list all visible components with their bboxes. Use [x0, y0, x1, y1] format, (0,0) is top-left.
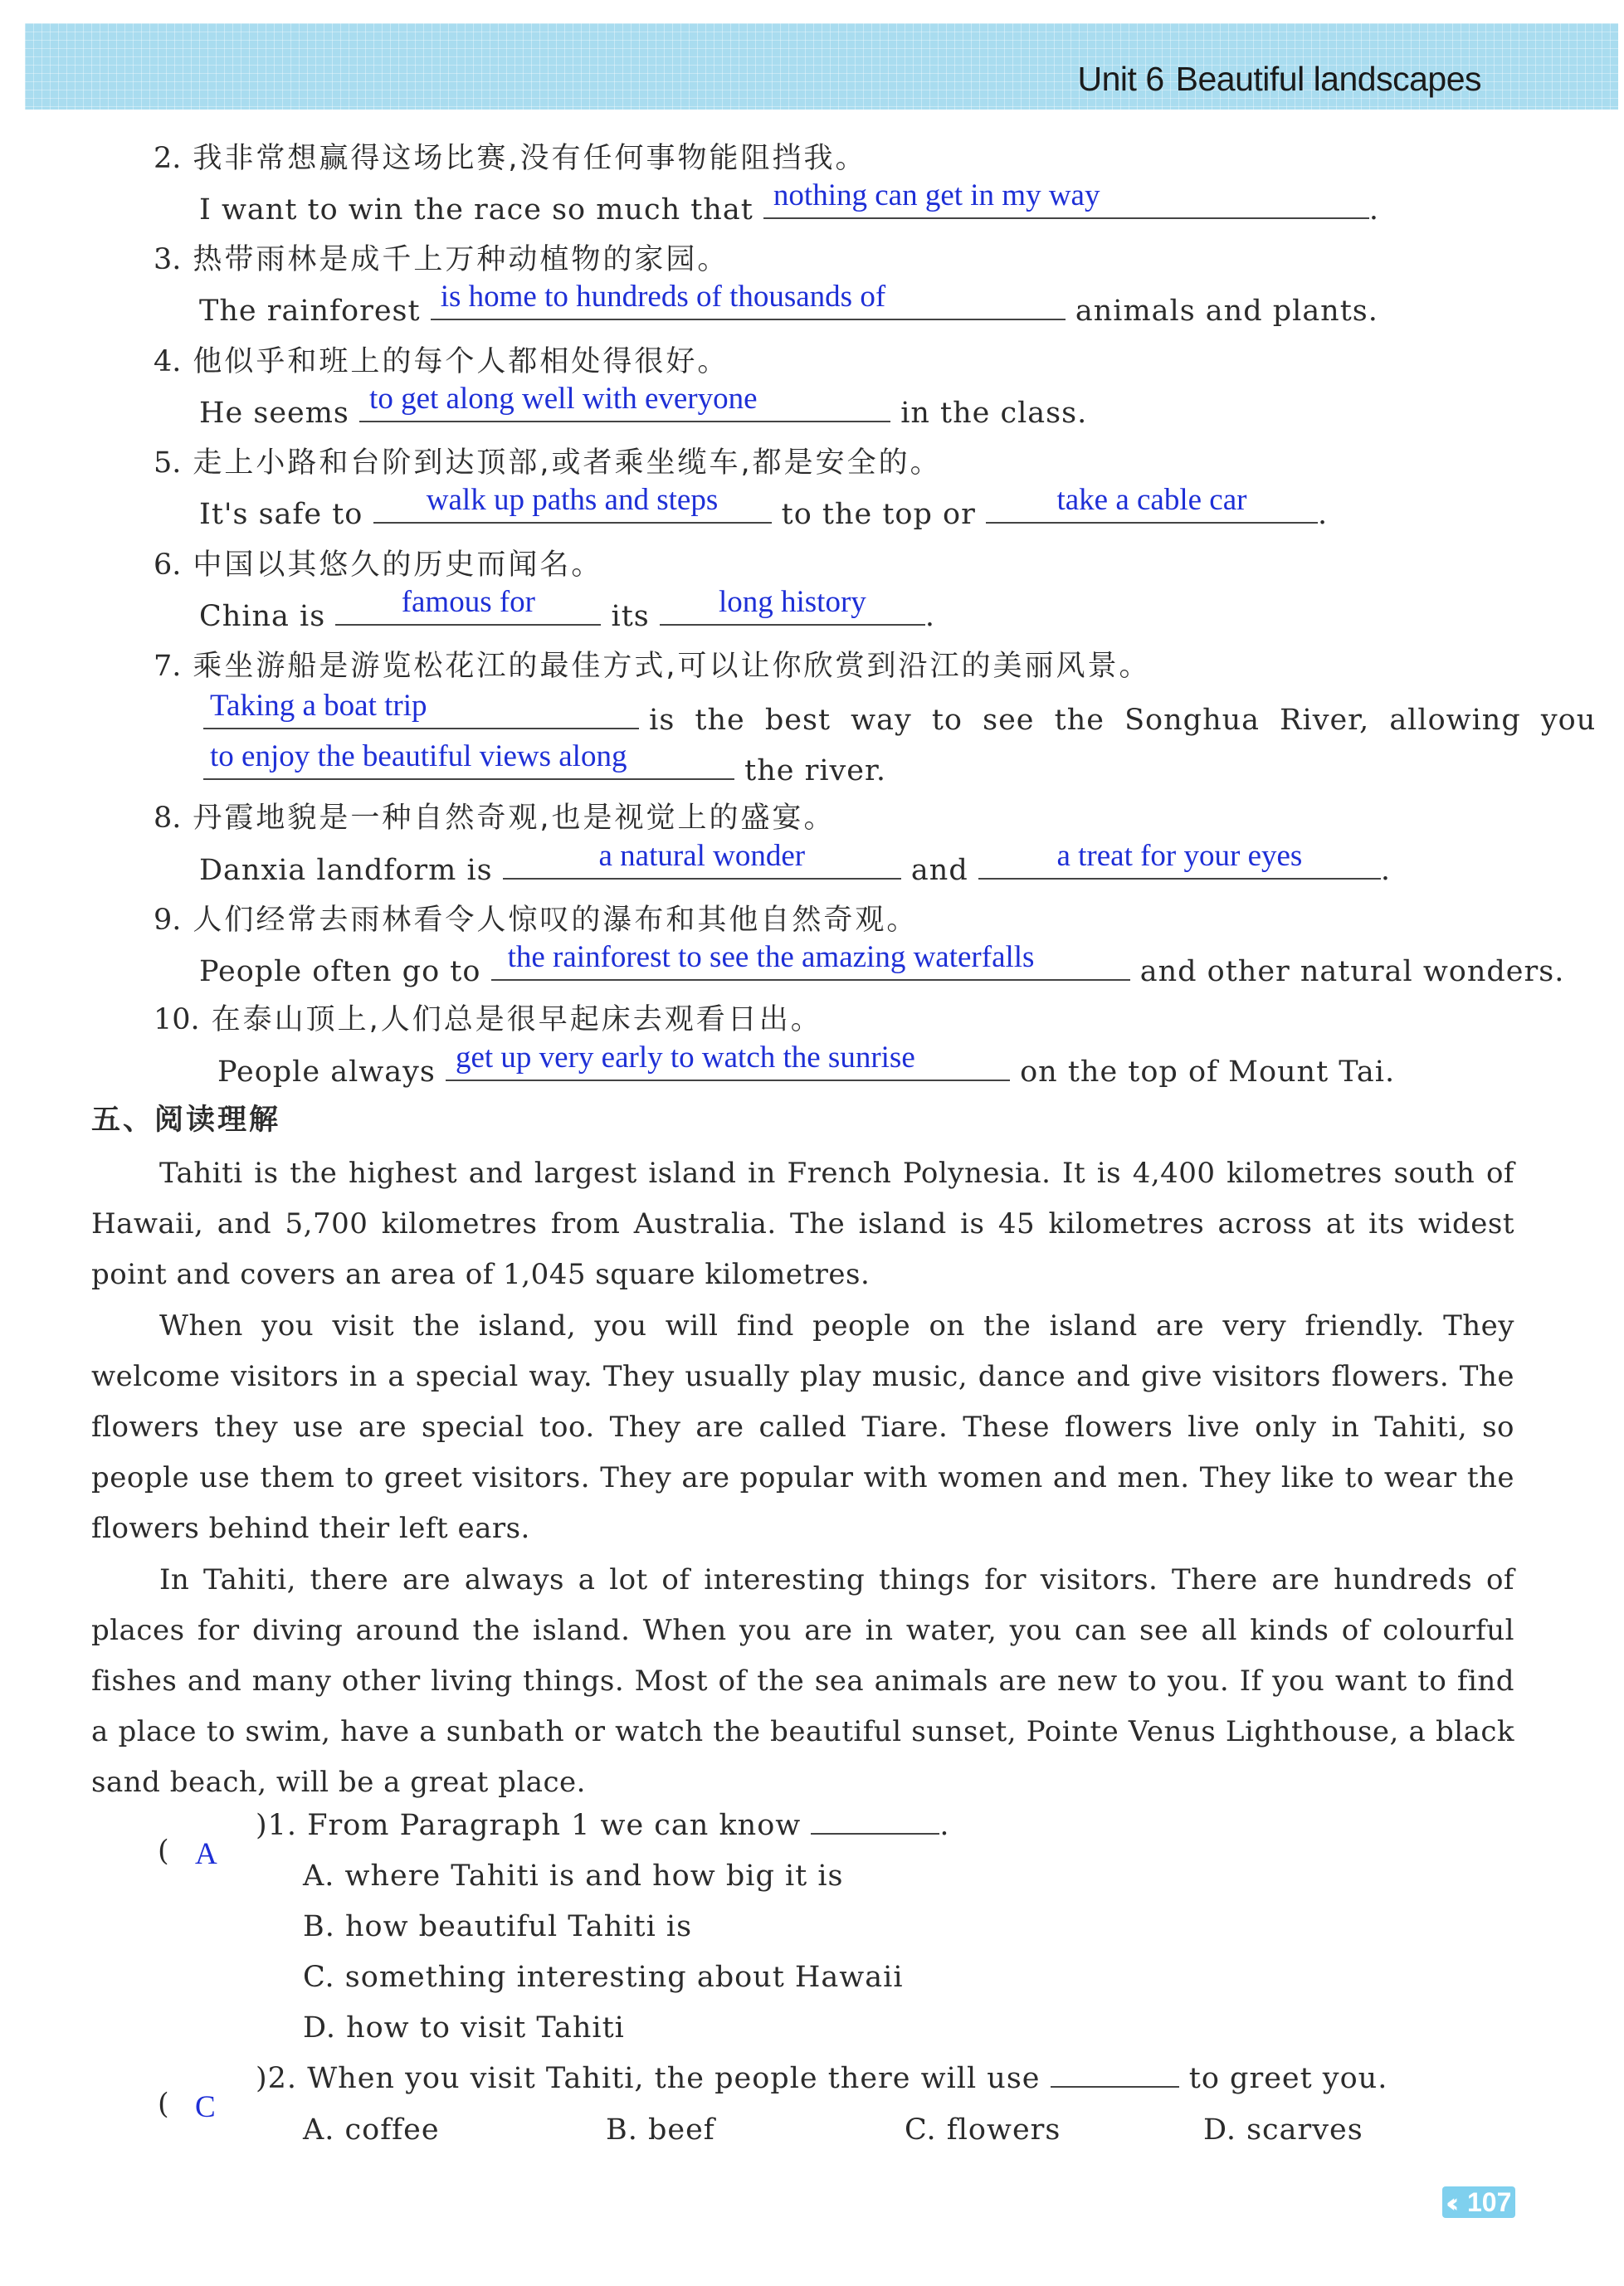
mc1-option-b[interactable]: B. how beautiful Tahiti is: [303, 1910, 693, 1943]
q10-answer-blank[interactable]: [446, 1040, 1010, 1081]
q8-answer-blank-2[interactable]: [978, 838, 1381, 880]
mc-answer-1: A: [195, 1837, 218, 1871]
unit-name: Beautiful landscapes: [1175, 60, 1481, 98]
q4-answer-blank[interactable]: [359, 381, 890, 422]
q10-english: People always get up very early to watch the sunrise on the top of Mount Tai.: [217, 1040, 1396, 1089]
unit-title: [1078, 60, 1481, 99]
mc2-option-b[interactable]: B. beef: [606, 2113, 715, 2147]
q6-answer-1: famous for: [401, 584, 536, 619]
q7-answer-1: Taking a boat trip: [210, 688, 427, 723]
q9-english: People often go to the rainforest to see the amazing waterfalls and other natural wonders.: [199, 939, 1565, 988]
unit-label: Unit 6: [1077, 60, 1164, 98]
q9-answer: the rainforest to see the amazing waterfalls: [507, 939, 1035, 974]
q6-answer-blank-1[interactable]: [335, 584, 601, 626]
q8-answer-1: a natural wonder: [598, 838, 806, 873]
q5-english: It's safe to walk up paths and steps to the top or take a cable car .: [199, 482, 1329, 531]
mc2-option-c[interactable]: C. flowers: [905, 2113, 1061, 2147]
q5-answer-1: walk up paths and steps: [426, 482, 719, 517]
q8-answer-2: a treat for your eyes: [1056, 838, 1303, 873]
reading-paragraph-1: Tahiti is the highest and largest island in French Polynesia. It is 4,400 kilometres south of Hawaii, and 5,700 kilometres from Australia. The island is 45 kilometres across at its widest point and covers an area of 1,045 square kilometres.: [91, 1157, 1514, 1291]
q9-answer-blank[interactable]: [491, 939, 1130, 981]
q4-chinese: 4. 他似乎和班上的每个人都相处得很好。: [154, 345, 729, 378]
q7-answer-blank-1[interactable]: [203, 688, 639, 729]
q7-chinese: 7. 乘坐游船是游览松花江的最佳方式,可以让你欣赏到沿江的美丽风景。: [154, 650, 1151, 683]
q6-english: China is famous for its long history .: [199, 584, 936, 633]
q4-answer: to get along well with everyone: [369, 381, 758, 416]
q5-answer-2: take a cable car: [1056, 482, 1247, 517]
q5-answer-blank-2[interactable]: [986, 482, 1318, 524]
q6-answer-blank-2[interactable]: [660, 584, 925, 626]
q7-answer-2: to enjoy the beautiful views along: [210, 738, 627, 773]
q8-chinese: 8. 丹霞地貌是一种自然奇观,也是视觉上的盛宴。: [154, 802, 836, 835]
mc2-option-d[interactable]: D. scarves: [1203, 2113, 1363, 2147]
page-number: 107: [1467, 2187, 1512, 2217]
reading-paragraph-2: When you visit the island, you will find people on the island are very friendly. They welcome visitors in a special way. They usually play music, dance and give visitors flowers. The flowers they use are special too. They are called Tiare. These flowers live only in Tahiti, so people use them to greet visitors. They are popular with women and men. They like to wear the flowers behind their left ears.: [91, 1309, 1514, 1545]
mc-question-2: ( C )2. When you visit Tahiti, the people there will use to greet you.: [158, 2062, 1388, 2124]
q6-answer-2: long history: [718, 584, 866, 619]
q4-english: He seems to get along well with everyone in the class.: [199, 381, 1088, 430]
q3-english: The rainforest is home to hundreds of thousands of animals and plants.: [199, 279, 1378, 328]
q10-chinese: 10. 在泰山顶上,人们总是很早起床去观看日出。: [154, 1003, 822, 1036]
reading-paragraph-3: In Tahiti, there are always a lot of interesting things for visitors. There are hundreds of places for diving around the island. When you are in water, you can see all kinds of colourful fishes and many other living things. Most of the sea animals are new to you. If you want to find a place to swim, have a sunbath or watch the beautiful sunset, Pointe Venus Lighthouse, a black sand beach, will be a great place.: [91, 1563, 1514, 1799]
q3-answer: is home to hundreds of thousands of: [440, 279, 886, 314]
q3-answer-blank[interactable]: [431, 279, 1066, 320]
chevron-left-icon: ‹‹: [1446, 2187, 1451, 2219]
q2-english: I want to win the race so much that nothing can get in my way .: [199, 178, 1380, 227]
q2-answer-blank[interactable]: [763, 178, 1369, 219]
mc-question-1: ( A )1. From Paragraph 1 we can know .: [158, 1809, 950, 1871]
q7-english-line1: Taking a boat trip is the best way to see the Songhua River, allowing you: [203, 703, 1596, 738]
mc1-option-a[interactable]: A. where Tahiti is and how big it is: [303, 1860, 844, 1893]
q3-chinese: 3. 热带雨林是成千上万种动植物的家园。: [154, 243, 729, 276]
q8-english: Danxia landform is a natural wonder and a treat for your eyes .: [199, 838, 1392, 887]
q10-answer: get up very early to watch the sunrise: [455, 1040, 915, 1075]
q2-answer: nothing can get in my way: [773, 178, 1100, 212]
mc1-option-d[interactable]: D. how to visit Tahiti: [303, 2011, 625, 2045]
mc1-option-c[interactable]: C. something interesting about Hawaii: [303, 1961, 904, 1994]
q8-answer-blank-1[interactable]: [503, 838, 901, 880]
q5-answer-blank-1[interactable]: [373, 482, 772, 524]
section-title-reading: 五、阅读理解: [91, 1104, 281, 1137]
mc-blank-1: [811, 1832, 939, 1835]
q2-chinese: 2. 我非常想赢得这场比赛,没有任何事物能阻挡我。: [154, 142, 867, 175]
q6-chinese: 6. 中国以其悠久的历史而闻名。: [154, 548, 603, 582]
mc2-option-a[interactable]: A. coffee: [303, 2113, 440, 2147]
q9-chinese: 9. 人们经常去雨林看令人惊叹的瀑布和其他自然奇观。: [154, 904, 919, 937]
mc-answer-2: C: [195, 2090, 217, 2124]
mc-blank-2: [1051, 2085, 1179, 2088]
q7-english-line2: to enjoy the beautiful views along the river.: [203, 753, 886, 788]
q5-chinese: 5. 走上小路和台阶到达顶部,或者乘坐缆车,都是安全的。: [154, 446, 942, 480]
